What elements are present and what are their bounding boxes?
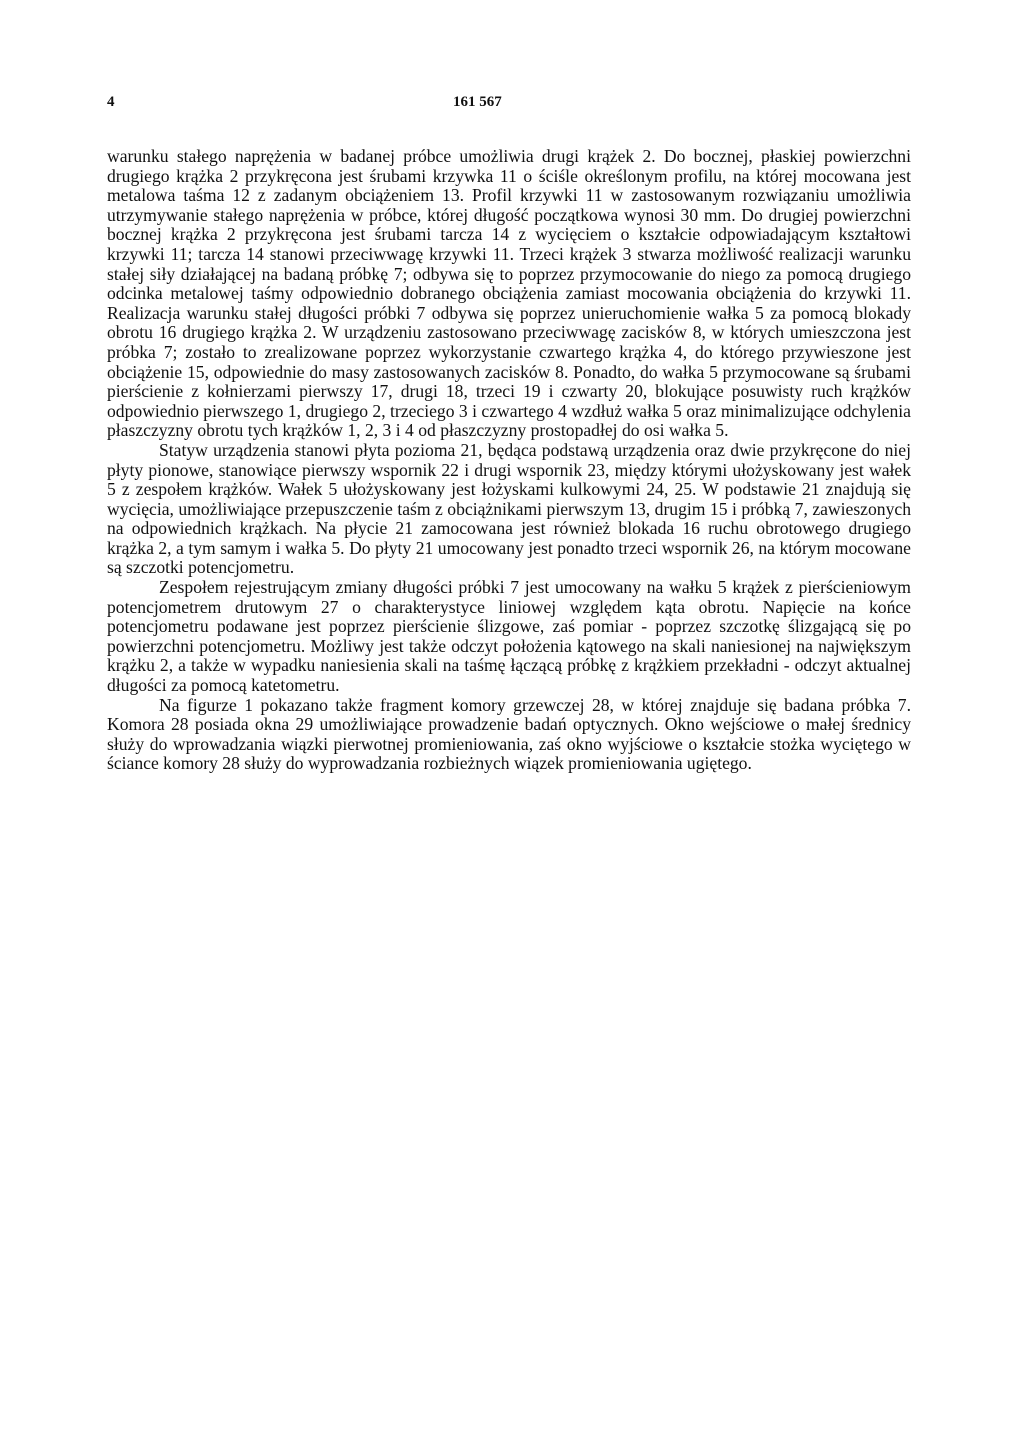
page-header (107, 94, 917, 118)
paragraph-4: Na figurze 1 pokazano także fragment komory grzewczej 28, w której znajduje się badana próbka 7. Komora 28 posiada okna 29 umożliwiające prowadzenie badań optycznych. Okno wejściowe o małej średnicy służy do wprowadzania wiązki pierwotnej promieniowania, zaś okno wyjściowe o kształcie stożka wyciętego w ściance komory 28 służy do wyprowadzania rozbieżnych wiązek promieniowania ugiętego. (107, 694, 911, 774)
page-number: 4 (107, 94, 115, 110)
paragraph-1: warunku stałego naprężenia w badanej próbce umożliwia drugi krążek 2. Do bocznej, płaskiej powierzchni drugiego krążka 2 przykręcona jest śrubami krzywka 11 o ściśle określonym profilu, na której mocowana jest metalowa taśma 12 z zadanym obciążeniem 13. Profil krzywki 11 w zastosowanym rozwiązaniu umożliwia utrzymywanie stałego naprężenia w próbce, której długość początkowa wynosi 30 mm. Do drugiej powierzchni bocznej krążka 2 przykręcona jest śrubami tarcza 14 z wycięciem o kształcie odpowiadającym kształtowi krzywki 11; tarcza 14 stanowi przeciwwagę krzywki 11. Trzeci krążek 3 stwarza możliwość realizacji warunku stałej siły działającej na badaną próbkę 7; odbywa się to poprzez przymocowanie do niego za pomocą drugiego odcinka metalowej taśmy odpowiednio dobranego obciążenia zamiast mocowania obciążenia do krzywki 11. Realizacja warunku stałej długości próbki 7 odbywa się poprzez unieruchomienie wałka 5 za pomocą blokady obrotu 16 drugiego krążka 2. W urządzeniu zastosowano przeciwwagę zacisków 8, w których umieszczona jest próbka 7; zostało to zrealizowane poprzez wykorzystanie czwartego krążka 4, do którego przywieszone jest obciążenie 15, odpowiednie do masy zastosowanych zacisków 8. Ponadto, do wałka 5 przymocowane są śrubami pierścienie z kołnierzami pierwszy 17, drugi 18, trzeci 19 i czwarty 20, blokujące posuwisty ruch krążków odpowiednio pierwszego 1, drugiego 2, trzeciego 3 i czwartego 4 wzdłuż wałka 5 oraz minimalizujące odchylenia płaszczyzny obrotu tych krążków 1, 2, 3 i 4 od płaszczyzny prostopadłej do osi wałka 5. (107, 146, 911, 441)
patent-number: 161 567 (453, 94, 502, 110)
paragraph-2: Statyw urządzenia stanowi płyta pozioma 21, będąca podstawą urządzenia oraz dwie przykręcone do niej płyty pionowe, stanowiące pierwszy wspornik 22 i drugi wspornik 23, między którymi ułożyskowany jest wałek 5 z zespołem krążków. Wałek 5 ułożyskowany jest łożyskami kulkowymi 24, 25. W podstawie 21 znajdują się wycięcia, umożliwiające przepuszczenie taśm z obciążnikami pierwszym 13, drugim 15 i próbką 7, zawieszonych na odpowiednich krążkach. Na płycie 21 zamocowana jest również blokada 16 ruchu obrotowego drugiego krążka 2, a tym samym i wałka 5. Do płyty 21 umocowany jest ponadto trzeci wspornik 26, na którym mocowane są szczotki potencjometru. (107, 439, 911, 578)
paragraph-3: Zespołem rejestrującym zmiany długości próbki 7 jest umocowany na wałku 5 krążek z pierścieniowym potencjometrem drutowym 27 o charakterystyce liniowej względem kąta obrotu. Napięcie na końce potencjometru podawane jest poprzez pierścienie ślizgowe, zaś pomiar - poprzez szczotkę ślizgającą się po powierzchni potencjometru. Możliwy jest także odczyt położenia kątowego na skali naniesionej na największym krążku 2, a także w wypadku naniesienia skali na taśmę łączącą próbkę z krążkiem przekładni - odczyt aktualnej długości za pomocą katetometru. (107, 577, 911, 696)
body-text (107, 147, 911, 774)
